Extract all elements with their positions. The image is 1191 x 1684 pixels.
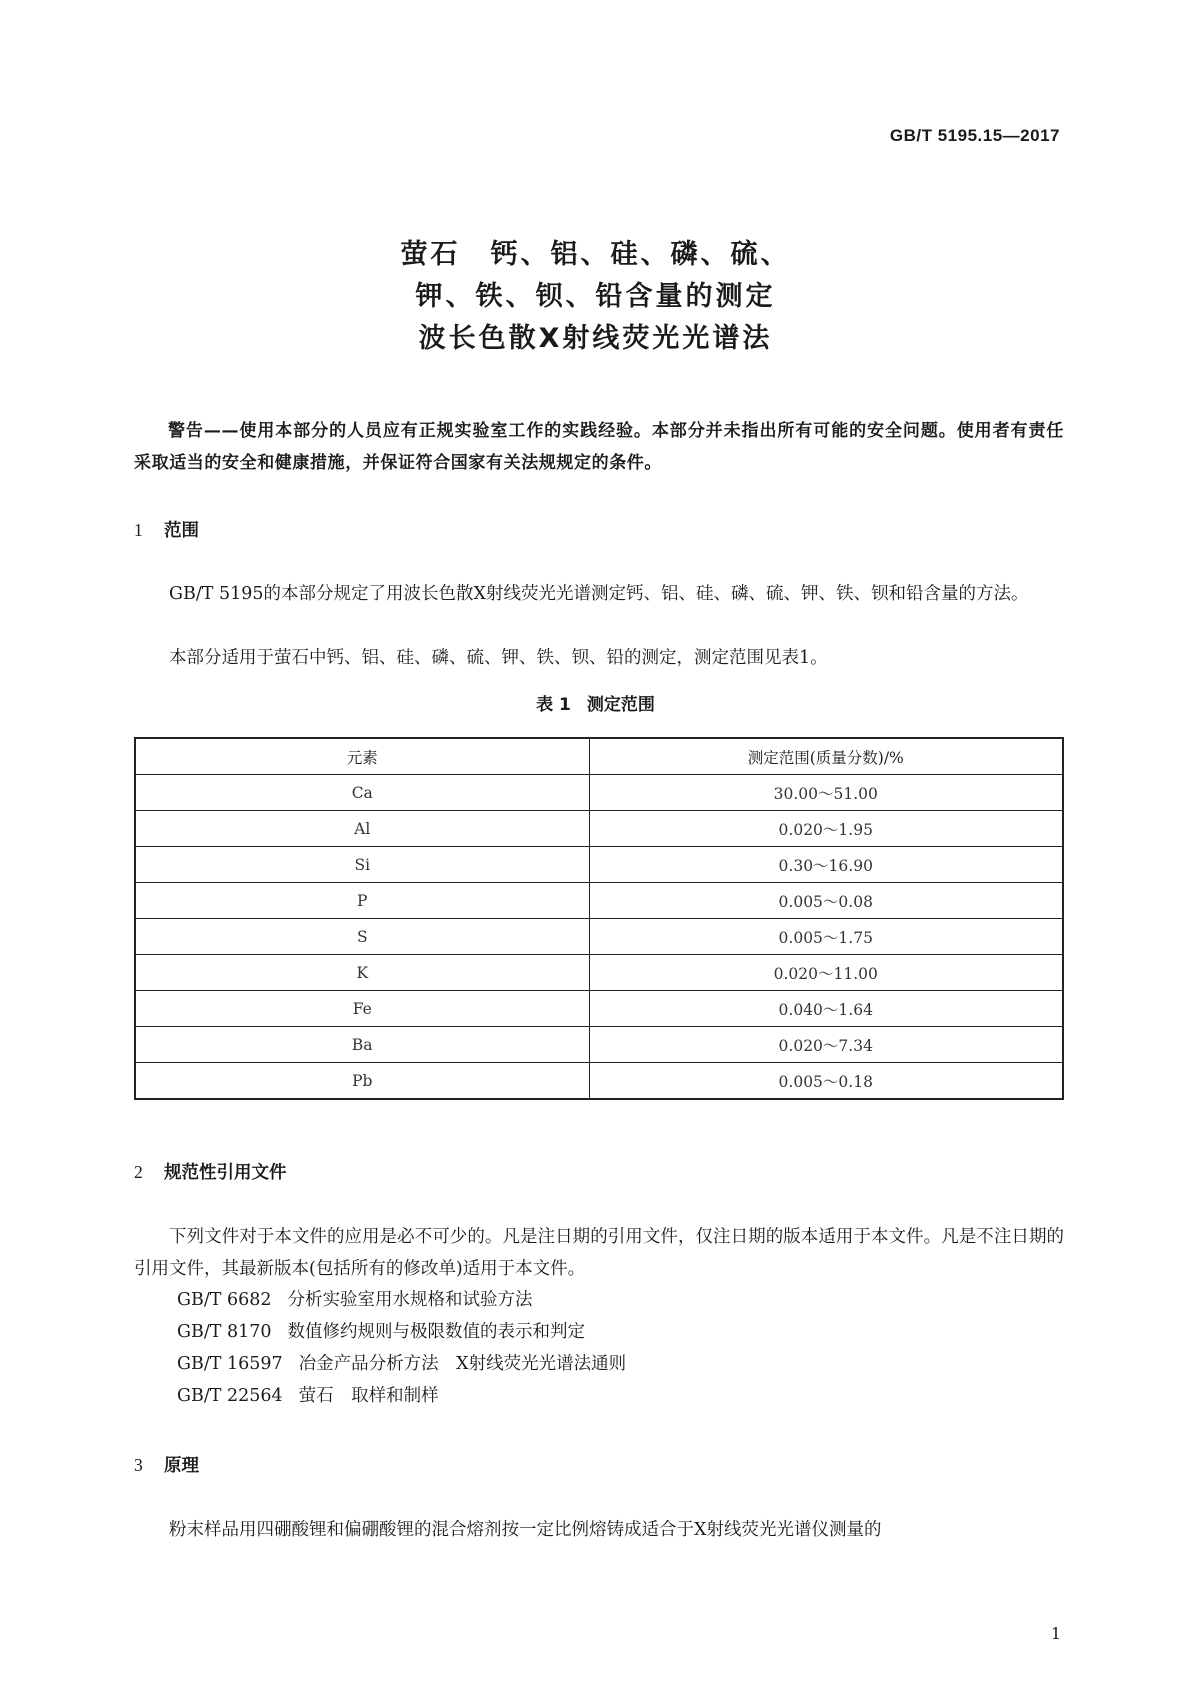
section-1-paragraph-1: GB/T 5195的本部分规定了用波长色散X射线荧光光谱测定钙、铝、硅、磷、硫、钾、铁、钡和铅含量的方法。 <box>169 584 1029 604</box>
range-cell: 0.020～7.34 <box>589 1027 1063 1063</box>
measurement-range-table <box>134 737 1064 1100</box>
table-1-caption <box>0 690 1191 715</box>
header-range: 测定范围(质量分数)/% <box>589 738 1063 775</box>
reference-code: GB/T 8170 <box>177 1322 272 1342</box>
page-number: 1 <box>1050 1624 1061 1643</box>
section-2-title: 规范性引用文件 <box>164 1163 287 1183</box>
section-2-heading <box>134 1159 287 1184</box>
table-row <box>135 847 1063 883</box>
range-cell: 0.005～0.08 <box>589 883 1063 919</box>
table-row <box>135 1027 1063 1063</box>
table-row <box>135 811 1063 847</box>
element-cell: P <box>135 883 589 919</box>
table-row <box>135 1063 1063 1100</box>
element-cell: Ca <box>135 775 589 811</box>
section-2-number: 2 <box>134 1162 143 1182</box>
reference-title: 冶金产品分析方法 X射线荧光光谱法通则 <box>298 1354 627 1374</box>
table-row <box>135 919 1063 955</box>
reference-title: 萤石 取样和制样 <box>298 1386 439 1406</box>
title-line-2: 钾、铁、钡、铅含量的测定 <box>415 281 776 312</box>
reference-title: 数值修约规则与极限数值的表示和判定 <box>287 1322 586 1342</box>
section-1-title: 范围 <box>164 521 199 541</box>
element-cell: Fe <box>135 991 589 1027</box>
title-line-1: 萤石 钙、铝、硅、磷、硫、 <box>400 239 791 270</box>
standard-code: GB/T 5195.15—2017 <box>889 126 1060 145</box>
range-cell: 0.30～16.90 <box>589 847 1063 883</box>
table-1-label: 表 1 <box>536 695 571 715</box>
table-row <box>135 991 1063 1027</box>
reference-code: GB/T 22564 <box>177 1386 283 1406</box>
table-row <box>135 883 1063 919</box>
section-3-number: 3 <box>134 1455 143 1475</box>
reference-item <box>177 1318 585 1343</box>
section-3-heading <box>134 1452 199 1477</box>
range-cell: 0.005～0.18 <box>589 1063 1063 1100</box>
section-3-title: 原理 <box>164 1456 199 1476</box>
warning-paragraph: 警告——使用本部分的人员应有正规实验室工作的实践经验。本部分并未指出所有可能的安全问题。使用者有责任采取适当的安全和健康措施，并保证符合国家有关法规规定的条件。 <box>134 421 1064 473</box>
section-1-heading <box>134 517 199 542</box>
range-cell: 0.005～1.75 <box>589 919 1063 955</box>
section-3-paragraph-1: 粉末样品用四硼酸锂和偏硼酸锂的混合熔剂按一定比例熔铸成适合于X射线荧光光谱仪测量的 <box>169 1520 882 1540</box>
table-row <box>135 955 1063 991</box>
reference-item <box>177 1286 533 1311</box>
element-cell: Ba <box>135 1027 589 1063</box>
reference-code: GB/T 6682 <box>177 1290 272 1310</box>
title-line-3: 波长色散X射线荧光光谱法 <box>418 323 773 354</box>
element-cell: Si <box>135 847 589 883</box>
section-2-paragraph-1: 下列文件对于本文件的应用是必不可少的。凡是注日期的引用文件，仅注日期的版本适用于本文件。凡是不注日期的引用文件，其最新版本(包括所有的修改单)适用于本文件。 <box>134 1227 1064 1279</box>
section-1-number: 1 <box>134 520 143 540</box>
element-cell: S <box>135 919 589 955</box>
table-row <box>135 775 1063 811</box>
reference-item <box>177 1382 439 1407</box>
range-cell: 0.020～1.95 <box>589 811 1063 847</box>
element-cell: K <box>135 955 589 991</box>
element-cell: Pb <box>135 1063 589 1100</box>
header-element: 元素 <box>135 738 589 775</box>
reference-code: GB/T 16597 <box>177 1354 283 1374</box>
range-cell: 0.020～11.00 <box>589 955 1063 991</box>
table-1-title: 测定范围 <box>586 695 655 715</box>
reference-item <box>177 1350 626 1375</box>
reference-title: 分析实验室用水规格和试验方法 <box>287 1290 533 1310</box>
range-cell: 0.040～1.64 <box>589 991 1063 1027</box>
table-header-row <box>135 738 1063 775</box>
range-cell: 30.00～51.00 <box>589 775 1063 811</box>
element-cell: Al <box>135 811 589 847</box>
section-1-paragraph-2: 本部分适用于萤石中钙、铝、硅、磷、硫、钾、铁、钡、铅的测定，测定范围见表1。 <box>169 648 828 668</box>
